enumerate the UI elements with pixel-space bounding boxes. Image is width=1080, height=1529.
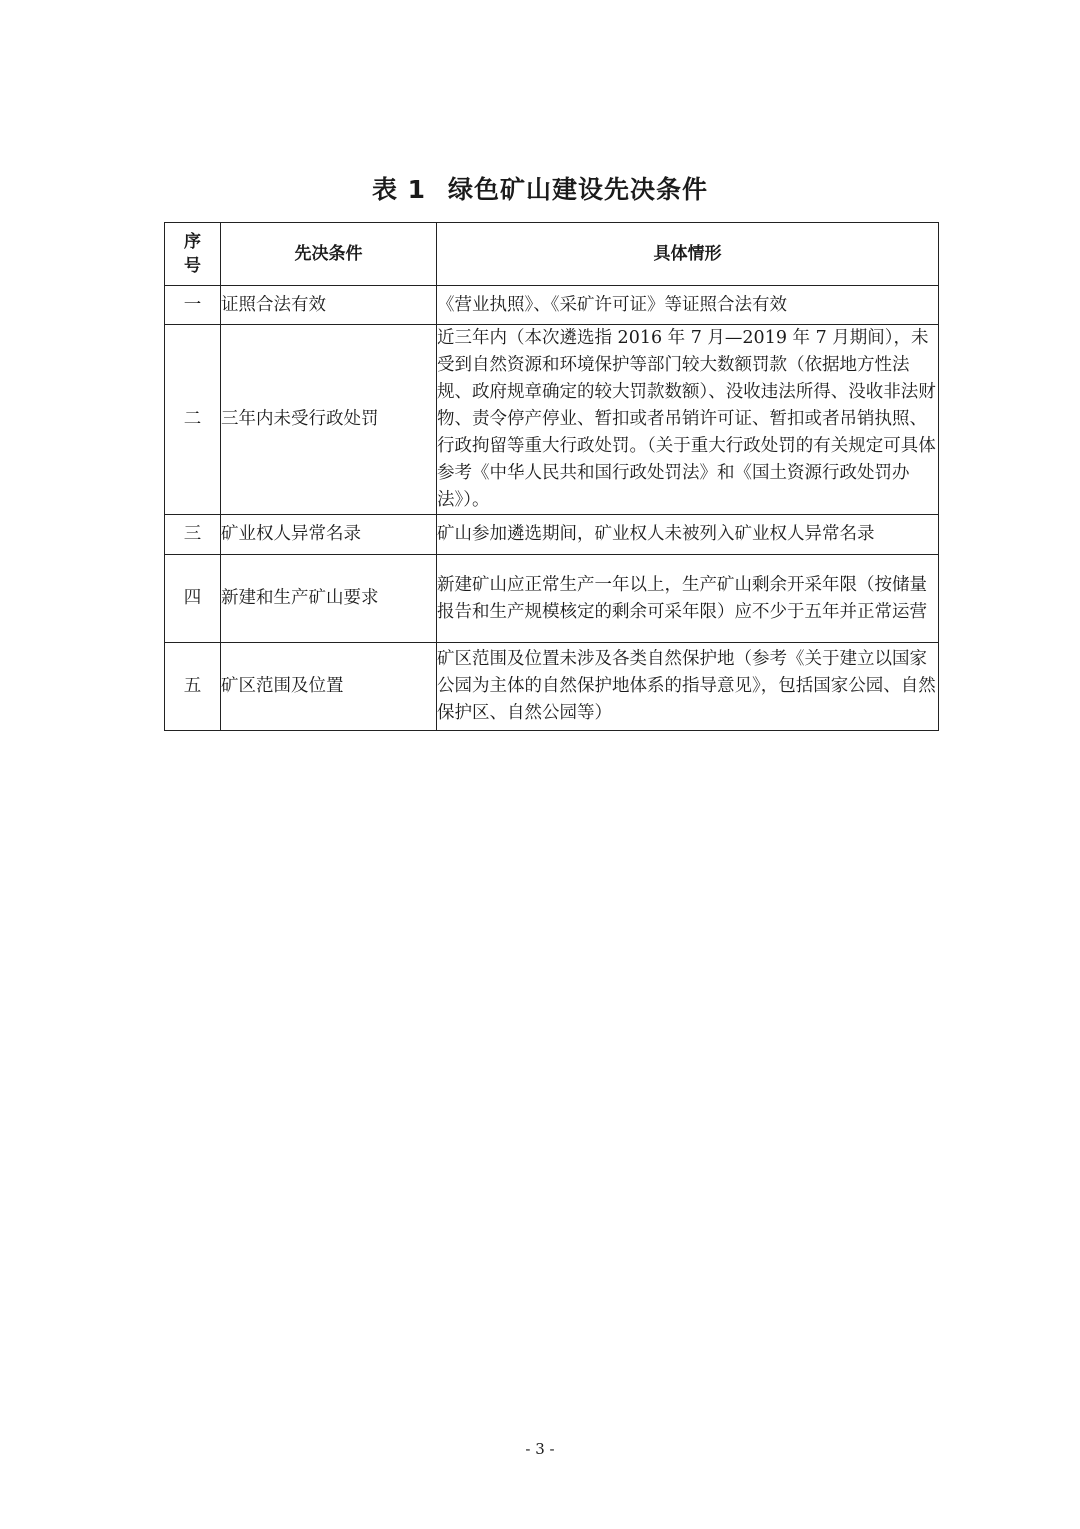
header-condition: 先决条件 [221,223,437,286]
header-serial-line2: 号 [184,256,201,276]
row-condition: 矿区范围及位置 [221,643,437,731]
row-detail: 近三年内（本次遴选指 2016 年 7 月—2019 年 7 月期间），未受到自然资源和环境保护等部门较大数额罚款（依据地方性法规、政府规章确定的较大罚款数额）、没收违法所得、没收非法财物、责令停产停业、暂扣或者吊销许可证、暂扣或者吊销执照、行政拘留等重大行政处罚。（关于重大行政处罚的有关规定可具体参考《中华人民共和国行政处罚法》和《国土资源行政处罚办法》）。 [437,325,939,515]
row-condition: 新建和生产矿山要求 [221,555,437,643]
table-row [165,643,939,731]
header-detail: 具体情形 [437,223,939,286]
row-number: 四 [165,555,221,643]
table-title [0,170,1080,210]
table-row [165,286,939,325]
table-row [165,325,939,515]
table-header-row [165,223,939,286]
header-serial-number [165,223,221,286]
row-condition: 矿业权人异常名录 [221,515,437,555]
table-row [165,555,939,643]
row-detail: 《营业执照》、《采矿许可证》等证照合法有效 [437,286,939,325]
table-title-text: 绿色矿山建设先决条件 [448,175,709,204]
row-detail: 矿山参加遴选期间，矿业权人未被列入矿业权人异常名录 [437,515,939,555]
row-number: 三 [165,515,221,555]
row-condition: 三年内未受行政处罚 [221,325,437,515]
row-detail: 矿区范围及位置未涉及各类自然保护地（参考《关于建立以国家公园为主体的自然保护地体系的指导意见》，包括国家公园、自然保护区、自然公园等） [437,643,939,731]
page-number: - 3 - [525,1440,555,1458]
row-number: 五 [165,643,221,731]
prerequisites-table [164,222,939,731]
table-number: 表 1 [371,175,427,204]
table-row [165,515,939,555]
row-number: 一 [165,286,221,325]
row-number: 二 [165,325,221,515]
row-condition: 证照合法有效 [221,286,437,325]
row-detail: 新建矿山应正常生产一年以上，生产矿山剩余开采年限（按储量报告和生产规模核定的剩余可采年限）应不少于五年并正常运营 [437,555,939,643]
header-serial-line1: 序 [184,232,201,252]
